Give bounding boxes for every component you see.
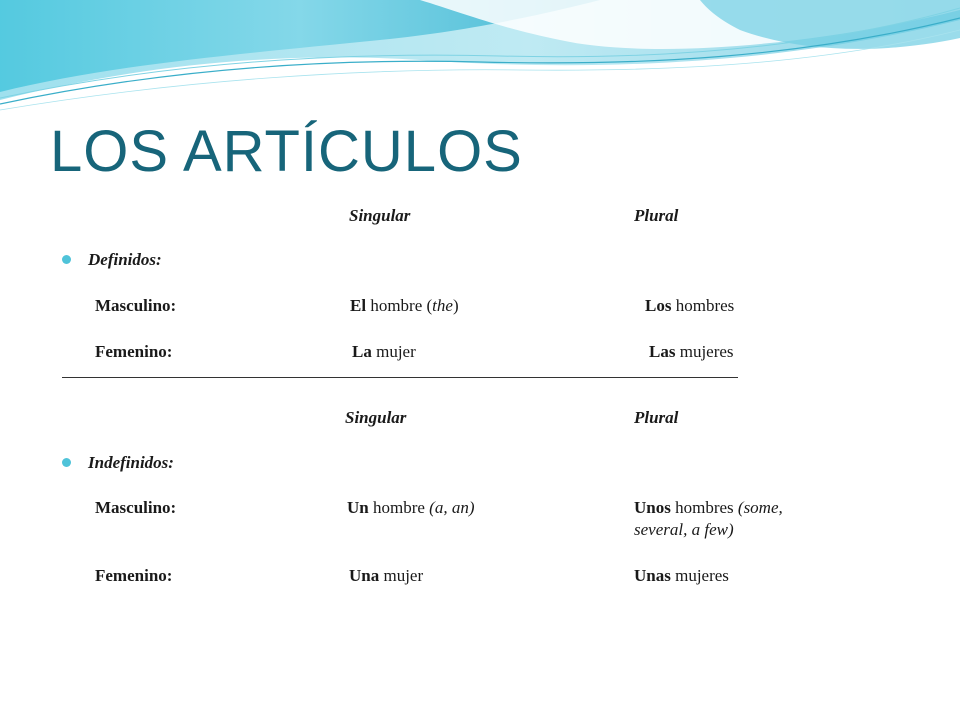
gender-femenino-definidos: Femenino: [95,342,173,361]
wave-header-decoration [0,0,960,130]
gender-masculino-indefinidos: Masculino: [95,498,177,517]
header-plural-indefinidos: Plural [634,408,679,427]
section-divider [62,377,738,378]
gender-masculino-definidos: Masculino: [95,296,177,315]
plural-indefinido-masculino: Unos hombres (some, [634,498,783,517]
slide-title: LOS ARTÍCULOS [50,119,523,184]
singular-indefinido-masculino: Un hombre (a, an) [347,498,475,517]
plural-definido-femenino: Las mujeres [649,342,734,361]
singular-indefinido-femenino: Una mujer [349,566,424,585]
singular-definido-femenino: La mujer [352,342,416,361]
plural-indefinido-femenino: Unas mujeres [634,566,729,585]
header-singular-indefinidos: Singular [345,408,407,427]
bullet-icon [62,255,71,264]
header-singular-definidos: Singular [349,206,411,225]
label-definidos: Definidos: [88,250,162,269]
plural-indefinido-masculino-gloss: several, a few) [634,520,734,539]
plural-definido-masculino: Los hombres [645,296,735,315]
header-plural-definidos: Plural [634,206,679,225]
singular-definido-masculino: El hombre (the) [350,296,459,315]
gender-femenino-indefinidos: Femenino: [95,566,173,585]
label-indefinidos: Indefinidos: [88,453,174,472]
bullet-icon [62,458,71,467]
